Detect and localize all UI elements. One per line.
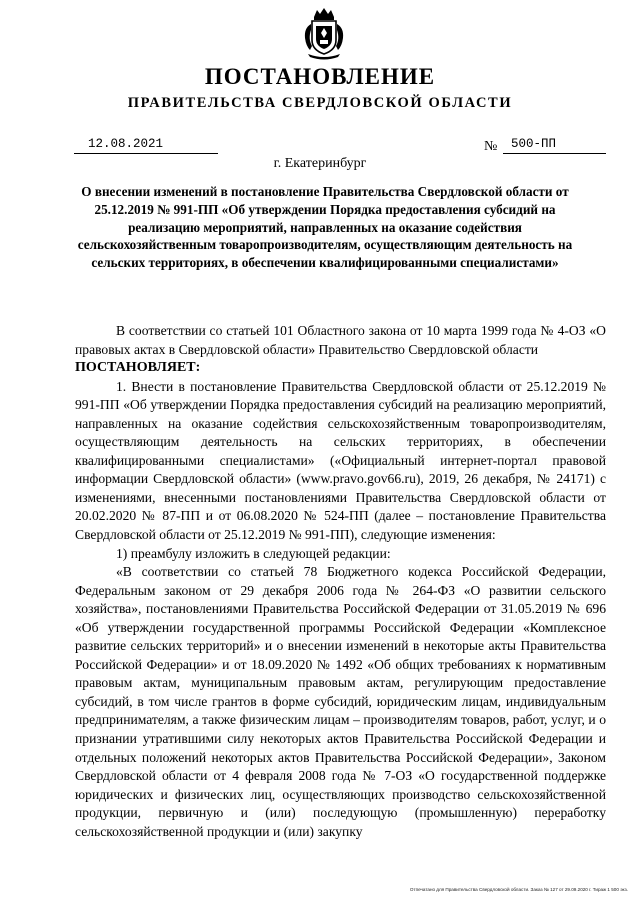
- city: г. Екатеринбург: [273, 156, 367, 171]
- paragraph-2: 1) преамбулу изложить в следующей редакции:: [116, 545, 391, 561]
- issuer-name: ПРАВИТЕЛЬСТВА СВЕРДЛОВСКОЙ ОБЛАСТИ: [127, 95, 513, 111]
- preamble-paragraph: В соответствии со статьей 101 Областного закона от 10 марта 1999 года № 4-ОЗ «О правовых актах в Свердловской области» Правительство Свердловской области: [75, 323, 606, 357]
- document-body: [75, 322, 606, 841]
- paragraph-1: 1. Внести в постановление Правительства Свердловской области от 25.12.2019 № 991-ПП «Об утверждении Порядка предоставления субсидий на реализацию мероприятий, направленных на оказание содействия сельскохозяйственным товаропроизводителям, осуществляющим деятельность на сельских территориях, в обеспечении квалифицированными специалистами» («Официальный интернет-портал правовой информации Свердловской области» (www.pravo.gov66.ru), 2019, 26 декабря, № 24171) с изменениями, внесенными постановлениями Правительства Свердловской области от 20.02.2020 № 87-ПП и от 06.08.2020 № 524-ПП (далее – постановление Правительства Свердловской области от 25.12.2019 № 991-ПП), следующие изменения:: [75, 378, 606, 543]
- print-note: Отпечатано для Правительства Свердловской области. Заказ № 127 от 29.09.2020 г. Тираж 1 500 экз.: [409, 887, 628, 892]
- paragraph-3: «В соответствии со статьей 78 Бюджетного кодекса Российской Федерации, Федеральным законом от 29 декабря 2006 года № 264-ФЗ «О развитии сельского хозяйства», постановлениями Правительства Российской Федерации от 31.05.2019 № 696 «Об утверждении государственной программы Российской Федерации «Комплексное развитие сельских территорий» и о внесении изменений в некоторые акты Правительства Российской Федерации» и от 18.09.2020 № 1492 «Об общих требованиях к нормативным правовым актам, муниципальным правовым актам, регулирующим предоставление субсидий, в том числе грантов в форме субсидий, юридическим лицам, индивидуальным предпринимателям, а также физическим лицам – производителям товаров, работ, услуг, и о признании утратившими силу некоторых актов Правительства Российской Федерации и отдельных положений некоторых актов Правительства Российской Федерации», Законом Свердловской области от 4 февраля 2008 года № 7-ОЗ «О государственной поддержке юридических и физических лиц, осуществляющих производство сельскохозяйственной продукции, первичную и (или) последующую (промышленную) переработку сельскохозяйственной продукции и (или) закупку: [75, 564, 606, 839]
- number-label: №: [484, 139, 498, 154]
- coat-of-arms-icon: [302, 6, 346, 60]
- decree-word: ПОСТАНОВЛЯЕТ:: [75, 360, 201, 376]
- document-number: 500-ПП: [503, 137, 606, 154]
- document-title: ПОСТАНОВЛЕНИЕ: [204, 64, 436, 89]
- document-date: 12.08.2021: [74, 137, 218, 154]
- document-heading: О внесении изменений в постановление Правительства Свердловской области от 25.12.2019 № 991-ПП «Об утверждении Порядка предоставления субсидий на реализацию мероприятий, направленных на оказание содействия сельскохозяйственным товаропроизводителям, осуществляющим деятельность на сельских территориях, в обеспечении квалифицированными специалистами»: [77, 184, 573, 271]
